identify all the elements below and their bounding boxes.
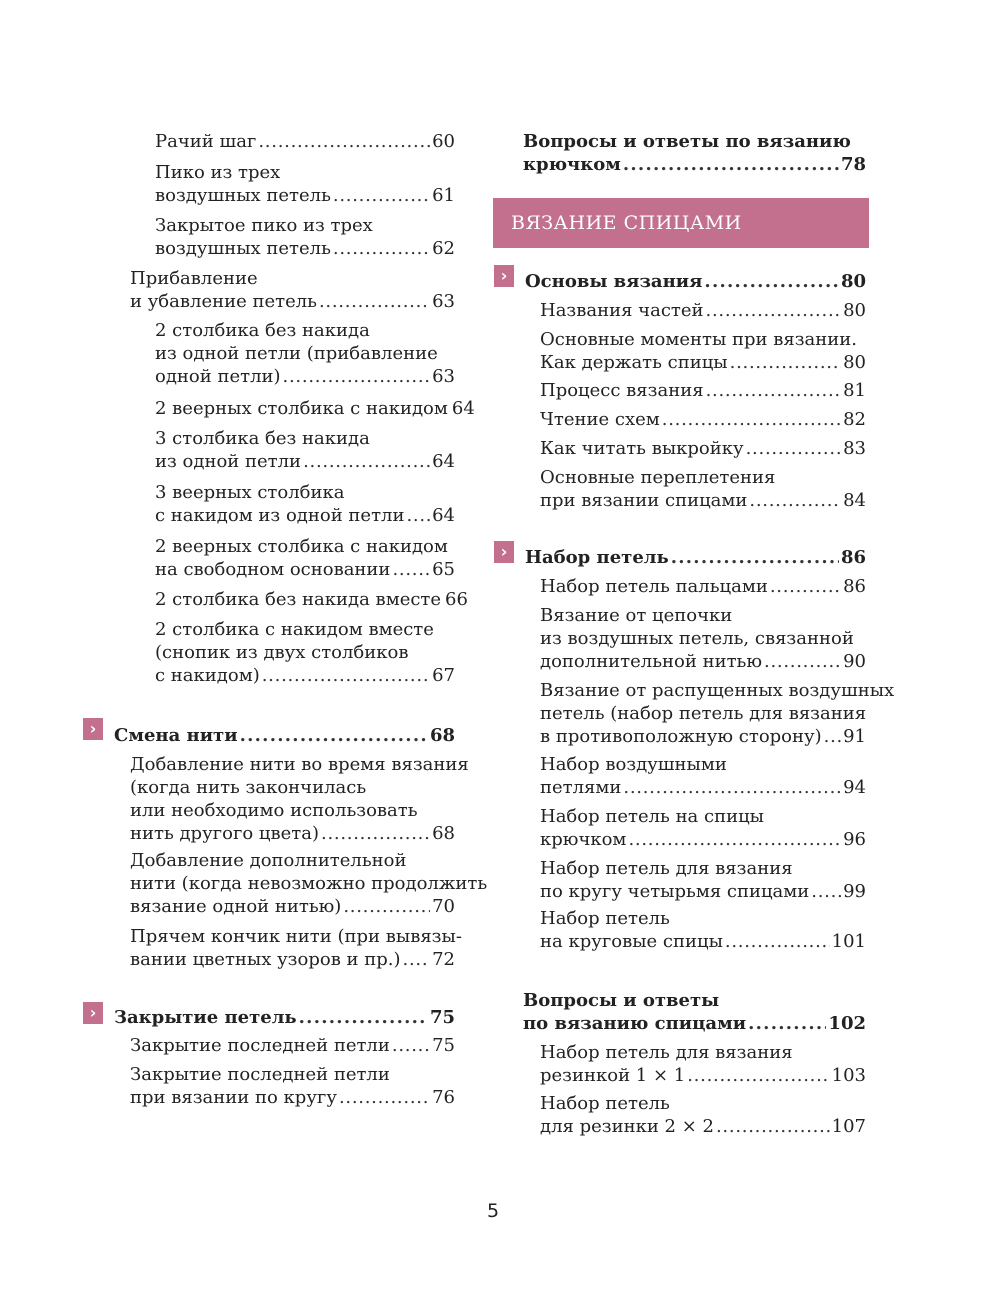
toc-page-number: 99: [843, 881, 866, 902]
toc-entry[interactable]: [523, 130, 866, 176]
toc-page-number: 80: [840, 271, 866, 292]
toc-page-number: 68: [429, 725, 455, 746]
toc-entry[interactable]: [155, 319, 455, 388]
toc-entry[interactable]: [155, 481, 455, 527]
toc-entry[interactable]: [540, 408, 866, 431]
dot-leader: [392, 1034, 430, 1057]
toc-entry-line: Набор петель для вязания: [540, 1042, 793, 1063]
dot-leader: [339, 1086, 430, 1109]
toc-page-number: 81: [843, 380, 866, 401]
toc-entry-line: 2 столбика с накидом вместе: [155, 619, 434, 640]
toc-entry[interactable]: [540, 466, 866, 512]
toc-entry-title: при вязании по кругу: [130, 1087, 337, 1108]
toc-entry[interactable]: [130, 849, 488, 918]
toc-entry-line: 3 веерных столбика: [155, 482, 345, 503]
toc-entry-title: вании цветных узоров и пр.): [130, 949, 401, 970]
dot-leader: [283, 365, 431, 388]
toc-entry-title: Как держать спицы: [540, 352, 728, 373]
toc-entry-line: Набор воздушными: [540, 754, 727, 775]
toc-entry-title: вязание одной нитью): [130, 896, 342, 917]
toc-entry[interactable]: [540, 437, 866, 460]
dot-leader: [671, 546, 839, 569]
toc-entry-title: Набор петель пальцами: [540, 576, 768, 597]
dot-leader: [623, 776, 841, 799]
toc-entry[interactable]: [525, 270, 866, 293]
toc-entry-line: нити (когда невозможно продолжить: [130, 873, 488, 894]
toc-entry[interactable]: [540, 857, 866, 903]
section-marker-icon: ›: [83, 1002, 103, 1024]
toc-entry[interactable]: [540, 299, 866, 322]
toc-entry[interactable]: [540, 753, 866, 799]
toc-page-number: 84: [843, 490, 866, 511]
toc-entry-line: петель (набор петель для вязания: [540, 703, 867, 724]
toc-page-number: 86: [843, 576, 866, 597]
dot-leader: [299, 1006, 428, 1029]
toc-entry-title: Смена нити: [114, 725, 238, 746]
toc-entry-line: 2 столбика без накида: [155, 320, 370, 341]
dot-leader: [258, 130, 430, 153]
toc-page-number: 62: [432, 238, 455, 259]
toc-page-number: 102: [828, 1013, 866, 1034]
toc-entry-line: Вопросы и ответы: [523, 990, 720, 1011]
dot-leader: [343, 895, 430, 918]
toc-entry-line: Основные моменты при вязании.: [540, 329, 857, 350]
dot-leader: [623, 153, 839, 176]
toc-entry-title: Рачий шаг: [155, 131, 257, 152]
toc-page-number: 65: [432, 559, 455, 580]
toc-entry-title: на свободном основании: [155, 559, 391, 580]
toc-entry-line: Вязание от цепочки: [540, 605, 733, 626]
toc-page-number: 75: [429, 1007, 455, 1028]
toc-page-number: 94: [843, 777, 866, 798]
toc-entry-title: с накидом): [155, 665, 260, 686]
toc-page-number: 68: [432, 823, 455, 844]
section-marker-icon: ›: [494, 541, 514, 563]
toc-page-number: 78: [840, 154, 866, 175]
toc-entry-title: воздушных петель: [155, 238, 331, 259]
toc-entry[interactable]: [114, 724, 455, 747]
dot-leader: [628, 828, 841, 851]
toc-entry-title: крючком: [540, 829, 627, 850]
toc-entry[interactable]: [155, 618, 455, 687]
toc-entry-title: 2 веерных столбика с накидом: [155, 398, 448, 419]
toc-entry-title: Процесс вязания: [540, 380, 704, 401]
toc-entry-line: (снопик из двух столбиков: [155, 642, 409, 663]
toc-entry-title: петлями: [540, 777, 622, 798]
toc-page-number: 86: [840, 547, 866, 568]
toc-entry-title: по кругу четырьмя спицами: [540, 881, 810, 902]
dot-leader: [406, 504, 430, 527]
toc-entry-title: нить другого цвета): [130, 823, 319, 844]
toc-entry-title: с накидом из одной петли: [155, 505, 405, 526]
toc-entry-line: Набор петель: [540, 908, 670, 929]
toc-page-number: 63: [432, 291, 455, 312]
dot-leader: [811, 880, 841, 903]
dot-leader: [262, 664, 430, 687]
toc-entry-title: и убавление петель: [130, 291, 317, 312]
toc-entry[interactable]: [540, 805, 866, 851]
toc-entry[interactable]: [155, 535, 455, 581]
dot-leader: [749, 489, 841, 512]
toc-page-number: 63: [432, 366, 455, 387]
dot-leader: [824, 725, 841, 748]
toc-page-number: 82: [843, 409, 866, 430]
dot-leader: [662, 408, 841, 431]
toc-entry-title: Основы вязания: [525, 271, 703, 292]
toc-page-number: 64: [432, 505, 455, 526]
dot-leader: [746, 437, 841, 460]
toc-entry[interactable]: [540, 604, 866, 673]
toc-entry-title: 2 столбика без накида вместе: [155, 589, 442, 610]
dot-leader: [240, 724, 428, 747]
toc-entry-line: Закрытое пико из трех: [155, 215, 373, 236]
section-marker-icon: ›: [494, 265, 514, 287]
toc-entry[interactable]: [130, 267, 455, 313]
toc-page-number: 91: [843, 726, 866, 747]
toc-entry[interactable]: [540, 328, 866, 374]
dot-leader: [321, 822, 430, 845]
toc-entry-title: из одной петли: [155, 451, 302, 472]
section-marker-icon: ›: [83, 718, 103, 740]
toc-entry[interactable]: [540, 575, 866, 598]
toc-page-number: 96: [843, 829, 866, 850]
toc-entry[interactable]: [540, 679, 895, 748]
toc-page-number: 90: [843, 651, 866, 672]
toc-page-number: 72: [432, 949, 455, 970]
section-banner: ВЯЗАНИЕ СПИЦАМИ: [493, 198, 869, 248]
toc-entry-line: Прибавление: [130, 268, 258, 289]
toc-entry[interactable]: [540, 1092, 866, 1138]
toc-entry-line: Вязание от распущенных воздушных: [540, 680, 895, 701]
toc-entry-line: (когда нить закончилась: [130, 777, 367, 798]
dot-leader: [704, 270, 839, 293]
toc-entry[interactable]: [155, 427, 455, 473]
toc-page-number: 107: [831, 1116, 866, 1137]
toc-page-number: 66: [445, 589, 468, 610]
dot-leader: [687, 1064, 829, 1087]
dot-leader: [725, 930, 830, 953]
toc-entry-line: из одной петли (прибавление: [155, 343, 438, 364]
toc-page-number: 83: [843, 438, 866, 459]
dot-leader: [730, 351, 841, 374]
toc-page-number: 60: [432, 131, 455, 152]
toc-entry[interactable]: [130, 1034, 455, 1057]
toc-entry-title: воздушных петель: [155, 185, 331, 206]
toc-entry-title: резинкой 1 × 1: [540, 1065, 686, 1086]
toc-entry[interactable]: [155, 161, 455, 207]
dot-leader: [319, 290, 430, 313]
toc-entry[interactable]: [130, 753, 469, 845]
toc-entry-line: Набор петель для вязания: [540, 858, 793, 879]
toc-entry[interactable]: [114, 1006, 455, 1029]
toc-entry-line: Закрытие последней петли: [130, 1064, 390, 1085]
toc-entry-line: или необходимо использовать: [130, 800, 418, 821]
toc-entry-title: в противоположную сторону): [540, 726, 822, 747]
toc-entry-title: крючком: [523, 154, 621, 175]
dot-leader: [303, 450, 430, 473]
dot-leader: [333, 237, 430, 260]
dot-leader: [333, 184, 430, 207]
page-number: 5: [486, 1200, 500, 1222]
toc-entry-title: для резинки 2 × 2: [540, 1116, 714, 1137]
dot-leader: [706, 379, 842, 402]
dot-leader: [770, 575, 841, 598]
toc-entry-title: дополнительной нитью: [540, 651, 763, 672]
toc-entry-line: Пико из трех: [155, 162, 281, 183]
toc-page-number: 64: [451, 398, 475, 419]
toc-entry-line: Добавление нити во время вязания: [130, 754, 469, 775]
toc-entry-title: на круговые спицы: [540, 931, 723, 952]
toc-entry-line: Вопросы и ответы по вязанию: [523, 131, 851, 152]
toc-entry-title: Чтение схем: [540, 409, 660, 430]
toc-page-number: 103: [831, 1065, 866, 1086]
toc-entry[interactable]: [540, 379, 866, 402]
toc-page-number: 67: [432, 665, 455, 686]
dot-leader: [716, 1115, 830, 1138]
toc-entry[interactable]: [155, 588, 468, 611]
toc-entry-title: Закрытие последней петли: [130, 1035, 390, 1056]
toc-entry-title: Закрытие петель: [114, 1007, 297, 1028]
dot-leader: [748, 1012, 826, 1035]
toc-entry[interactable]: [540, 1041, 866, 1087]
toc-entry-line: Набор петель: [540, 1093, 670, 1114]
toc-page-number: 80: [843, 300, 866, 321]
toc-entry-line: Основные переплетения: [540, 467, 776, 488]
toc-entry-title: Набор петель: [525, 547, 669, 568]
toc-page-number: 75: [432, 1035, 455, 1056]
toc-entry[interactable]: [155, 214, 455, 260]
toc-entry-line: Прячем кончик нити (при вывязы-: [130, 926, 462, 947]
dot-leader: [403, 948, 431, 971]
toc-entry-line: Добавление дополнительной: [130, 850, 407, 871]
dot-leader: [706, 299, 842, 322]
toc-page-number: 76: [432, 1087, 455, 1108]
toc-entry-title: при вязании спицами: [540, 490, 748, 511]
toc-entry[interactable]: [155, 397, 475, 420]
toc-page-number: 70: [432, 896, 455, 917]
toc-entry-line: из воздушных петель, связанной: [540, 628, 854, 649]
toc-entry[interactable]: [523, 989, 866, 1035]
toc-page-number: 61: [432, 185, 455, 206]
toc-entry[interactable]: [525, 546, 866, 569]
toc-entry-title: одной петли): [155, 366, 281, 387]
toc-entry-line: 3 столбика без накида: [155, 428, 370, 449]
toc-entry[interactable]: [540, 907, 866, 953]
toc-page-number: 64: [432, 451, 455, 472]
toc-entry[interactable]: [155, 130, 455, 153]
toc-entry-title: Названия частей: [540, 300, 704, 321]
toc-page-number: 101: [831, 931, 866, 952]
toc-entry-line: 2 веерных столбика с накидом: [155, 536, 448, 557]
toc-entry[interactable]: [130, 1063, 455, 1109]
toc-entry-line: Набор петель на спицы: [540, 806, 764, 827]
toc-entry-title: по вязанию спицами: [523, 1013, 747, 1034]
toc-entry[interactable]: [130, 925, 462, 971]
toc-entry-title: Как читать выкройку: [540, 438, 744, 459]
toc-page-number: 80: [843, 352, 866, 373]
dot-leader: [392, 558, 430, 581]
dot-leader: [764, 650, 841, 673]
